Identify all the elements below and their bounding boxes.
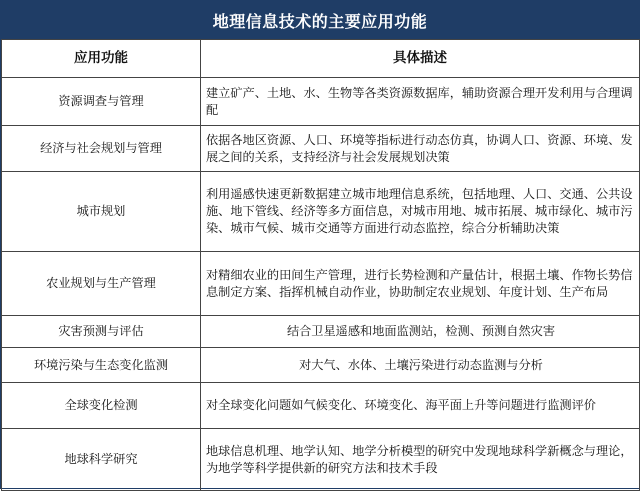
header-function: 应用功能 xyxy=(2,40,201,78)
row-function: 农业规划与生产管理 xyxy=(2,252,201,316)
functions-table xyxy=(1,39,640,491)
row-description: 结合卫星遥感和地面监测站，检测、预测自然灾害 xyxy=(201,316,640,348)
row-description: 对全球变化问题如气候变化、环境变化、海平面上升等问题进行监测评价 xyxy=(201,383,640,429)
row-function: 城市规划 xyxy=(2,172,201,252)
table-row xyxy=(2,126,640,172)
row-function: 经济与社会规划与管理 xyxy=(2,126,201,172)
table-row xyxy=(2,172,640,252)
row-function: 资源调查与管理 xyxy=(2,78,201,126)
row-function: 全球变化检测 xyxy=(2,383,201,429)
table-row xyxy=(2,383,640,429)
row-description: 利用遥感快速更新数据建立城市地理信息系统，包括地理、人口、交通、公共设施、地下管线、经济等多方面信息，对城市用地、城市拓展、城市绿化、城市污染、城市气候、城市交通等方面进行动态监控，综合分析辅助决策 xyxy=(201,172,640,252)
row-description: 依据各地区资源、人口、环境等指标进行动态仿真，协调人口、资源、环境、发展之间的关系，支持经济与社会发展规划决策 xyxy=(201,126,640,172)
row-function: 地球科学研究 xyxy=(2,429,201,491)
header-description: 具体描述 xyxy=(201,40,640,78)
table-row xyxy=(2,429,640,491)
row-function: 环境污染与生态变化监测 xyxy=(2,348,201,383)
table-row xyxy=(2,348,640,383)
row-function: 灾害预测与评估 xyxy=(2,316,201,348)
table-row xyxy=(2,78,640,126)
row-description: 地球信息机理、地学认知、地学分析模型的研究中发现地球科学新概念与理论，为地学等科学提供新的研究方法和技术手段 xyxy=(201,429,640,491)
row-description: 对精细农业的田间生产管理，进行长势检测和产量估计，根据土壤、作物长势信息制定方案、指挥机械自动作业，协助制定农业规划、年度计划、生产布局 xyxy=(201,252,640,316)
header-row xyxy=(2,40,640,78)
row-description: 对大气、水体、土壤污染进行动态监测与分析 xyxy=(201,348,640,383)
table-row xyxy=(2,252,640,316)
table-title: 地理信息技术的主要应用功能 xyxy=(1,1,639,39)
row-description: 建立矿产、土地、水、生物等各类资源数据库，辅助资源合理开发利用与合理调配 xyxy=(201,78,640,126)
table-row xyxy=(2,316,640,348)
